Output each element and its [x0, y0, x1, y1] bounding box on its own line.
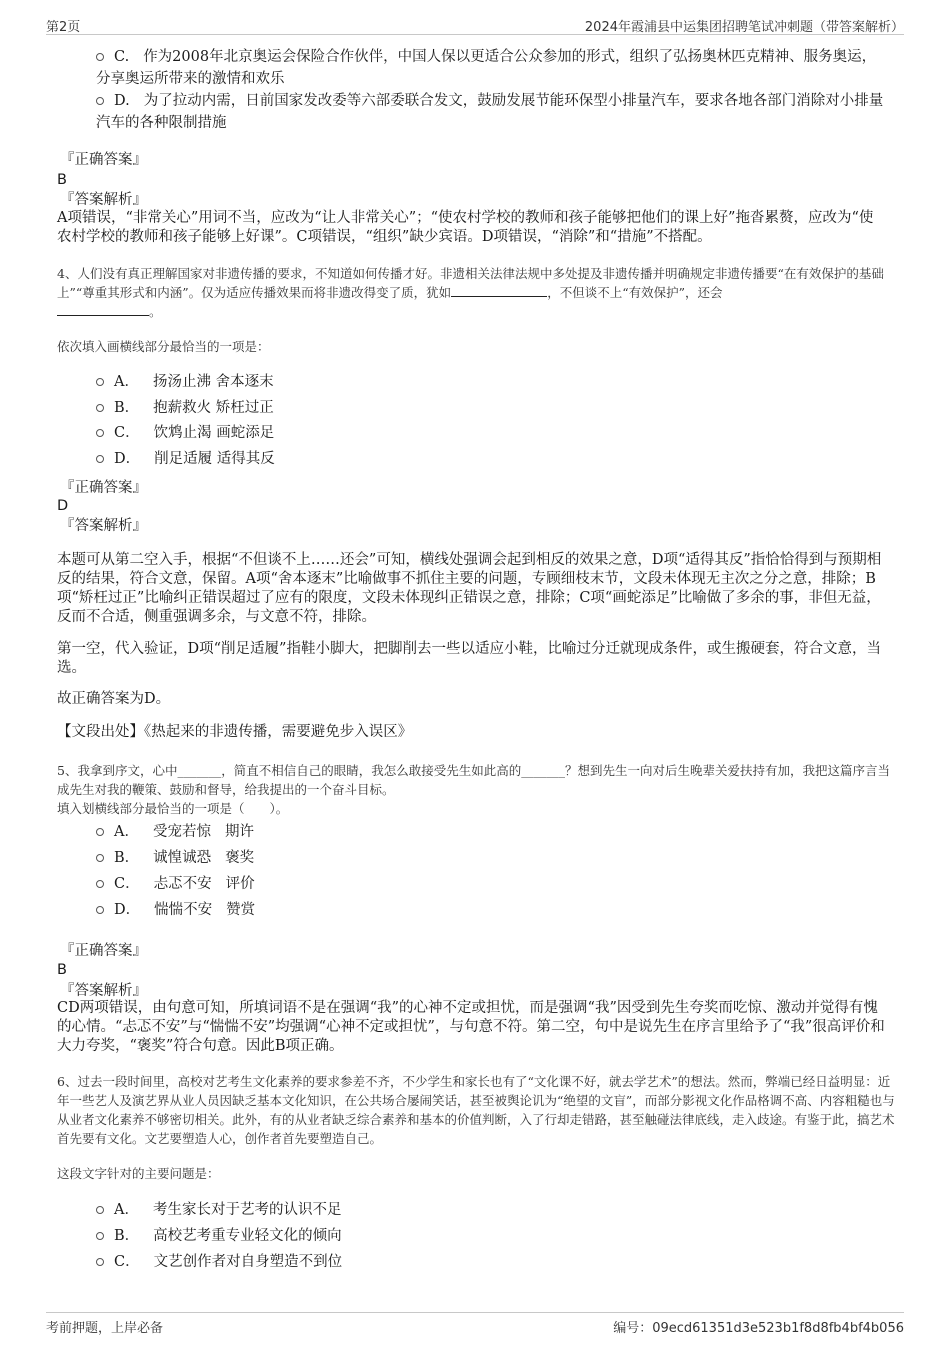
- radio-icon[interactable]: [96, 97, 104, 105]
- page-footer: [46, 1312, 904, 1335]
- footer-slogan: 考前押题，上岸必备: [46, 1321, 164, 1336]
- q5-prompt: 填入划横线部分最恰当的一项是（ ）。: [57, 801, 289, 816]
- q3-analysis-label: 『答案解析』: [60, 192, 147, 208]
- radio-icon[interactable]: [96, 1206, 104, 1214]
- radio-icon[interactable]: [96, 880, 104, 888]
- q3-option-c[interactable]: C. 作为2008年北京奥运会保险合作伙伴，中国人保以更适合公众参加的形式，组织了弘扬奥林匹克精神、服务奥运，分享奥运所带来的激情和欢乐: [96, 49, 877, 87]
- q4-blank-2: [57, 303, 149, 316]
- q3-analysis: A项错误，“非常关心”用词不当，应改为“让人非常关心”；“使农村学校的教师和孩子能够把他们的课上好”拖沓累赘，应改为“使农村学校的教师和孩子能够上好课”。C项错误，“组织”缺少宾语。D项错误，“消除”和“措施”不搭配。: [57, 210, 874, 245]
- q3-answer-label: 『正确答案』: [60, 152, 147, 168]
- q5-option-a[interactable]: A． 受宠若惊 期许: [96, 821, 254, 843]
- radio-icon[interactable]: [96, 53, 104, 61]
- q5-stem: 5、我拿到序文，心中_______，简直不相信自己的眼睛，我怎么敢接受先生如此高的_______？想到先生一向对后生晚辈关爱扶持有加，我把这篇序言当成先生对我的鞭策、鼓励和督导，给我提出的一个奋斗目标。: [57, 763, 890, 797]
- q5-option-c[interactable]: C． 忐忑不安 评价: [96, 873, 255, 895]
- document-title: 2024年霞浦县中运集团招聘笔试冲刺题（带答案解析）: [584, 20, 904, 35]
- radio-icon[interactable]: [96, 404, 104, 412]
- q4-option-d[interactable]: D． 削足适履 适得其反: [96, 448, 275, 470]
- q5-option-b[interactable]: B． 诚惶诚恐 褒奖: [96, 847, 254, 869]
- page-number: 第2页: [46, 20, 81, 35]
- radio-icon[interactable]: [96, 378, 104, 386]
- q4-stem: 4、人们没有真正理解国家对非遗传播的要求，不知道如何传播才好。非遗相关法律法规中多处提及非遗传播并明确规定非遗传播要“在有效保护的基础上”“尊重其形式和内涵”。仅为适应传播效果而将非遗改得变了质，犹如 ，不但谈不上“有效保护”，还会 。: [57, 266, 884, 319]
- q6-option-a[interactable]: A． 考生家长对于艺考的认识不足: [96, 1199, 341, 1221]
- q4-answer-label: 『正确答案』: [60, 480, 147, 496]
- radio-icon[interactable]: [96, 429, 104, 437]
- q3-answer: B: [57, 172, 67, 188]
- q4-option-b[interactable]: B． 抱薪救火 矫枉过正: [96, 397, 274, 419]
- q4-option-a[interactable]: A． 扬汤止沸 舍本逐末: [96, 371, 274, 393]
- radio-icon[interactable]: [96, 906, 104, 914]
- q4-answer: D: [57, 498, 69, 514]
- q3-option-d[interactable]: D. 为了拉动内需，日前国家发改委等六部委联合发文，鼓励发展节能环保型小排量汽车，要求各地各部门消除对小排量汽车的各种限制措施: [96, 93, 884, 131]
- q6-prompt: 这段文字针对的主要问题是：: [57, 1166, 220, 1181]
- q4-analysis-p2: 第一空，代入验证，D项“削足适履”指鞋小脚大，把脚削去一些以适应小鞋，比喻过分迁就现成条件，或生搬硬套，符合文意，当选。: [57, 641, 881, 676]
- q4-blank-1: [451, 284, 547, 297]
- q5-analysis: CD两项错误，由句意可知，所填词语不是在强调“我”的心神不定或担忧，而是强调“我”因受到先生夸奖而吃惊、激动并觉得有愧的心情。“忐忑不安”与“惴惴不安”均强调“心神不定或担忧”，与句意不符。第二空，句中是说先生在序言里给予了“我”很高评价和大力夸奖，“褒奖”符合句意。因此B项正确。: [57, 1000, 885, 1054]
- document-code: 编号：09ecd61351d3e523b1f8d8fb4bf4b056: [613, 1321, 904, 1336]
- radio-icon[interactable]: [96, 455, 104, 463]
- q5-answer-label: 『正确答案』: [60, 943, 147, 959]
- page-header: [46, 12, 904, 35]
- q4-source: 【文段出处】《热起来的非遗传播，需要避免步入误区》: [57, 724, 413, 740]
- radio-icon[interactable]: [96, 1232, 104, 1240]
- q4-option-c[interactable]: C． 饮鸩止渴 画蛇添足: [96, 422, 274, 444]
- q6-option-b[interactable]: B． 高校艺考重专业轻文化的倾向: [96, 1225, 342, 1247]
- radio-icon[interactable]: [96, 828, 104, 836]
- q4-analysis-p3: 故正确答案为D。: [57, 691, 171, 707]
- q4-analysis-p1: 本题可从第二空入手，根据“不但谈不上……还会”可知，横线处强调会起到相反的效果之意，D项“适得其反”指恰恰得到与预期相反的结果，符合文意，保留。A项“舍本逐末”比喻做事不抓住主要的问题，专顾细枝末节，文段未体现无主次之分之意，排除；B项“矫枉过正”比喻纠正错误超过了应有的限度，文段未体现纠正错误之意，排除；C项“画蛇添足”比喻做了多余的事，非但无益，反而不合适，侧重强调多余，与文意不符，排除。: [57, 552, 882, 625]
- q6-stem: 6、过去一段时间里，高校对艺考生文化素养的要求参差不齐，不少学生和家长也有了“文化课不好，就去学艺术”的想法。然而，弊端已经日益明显：近年一些艺人及演艺界从业人员因缺乏基本文化知识，在公共场合屡闹笑话，甚至被舆论讥为“绝望的文盲”，而部分影视文化作品格调不高、内容粗糙也与从业者文化素养不够密切相关。此外，有的从业者缺乏综合素养和基本的价值判断，入了行却走错路，甚至触碰法律底线，走入歧途。有鉴于此，搞艺术首先要有文化。文艺要塑造人心，创作者首先要塑造自己。: [57, 1074, 895, 1146]
- q6-option-c[interactable]: C． 文艺创作者对自身塑造不到位: [96, 1251, 342, 1273]
- radio-icon[interactable]: [96, 854, 104, 862]
- q5-answer: B: [57, 962, 67, 978]
- q4-prompt: 依次填入画横线部分最恰当的一项是：: [57, 339, 270, 354]
- radio-icon[interactable]: [96, 1258, 104, 1266]
- q5-analysis-label: 『答案解析』: [60, 983, 147, 999]
- q4-analysis-label: 『答案解析』: [60, 518, 147, 534]
- q5-option-d[interactable]: D． 惴惴不安 赞赏: [96, 899, 255, 921]
